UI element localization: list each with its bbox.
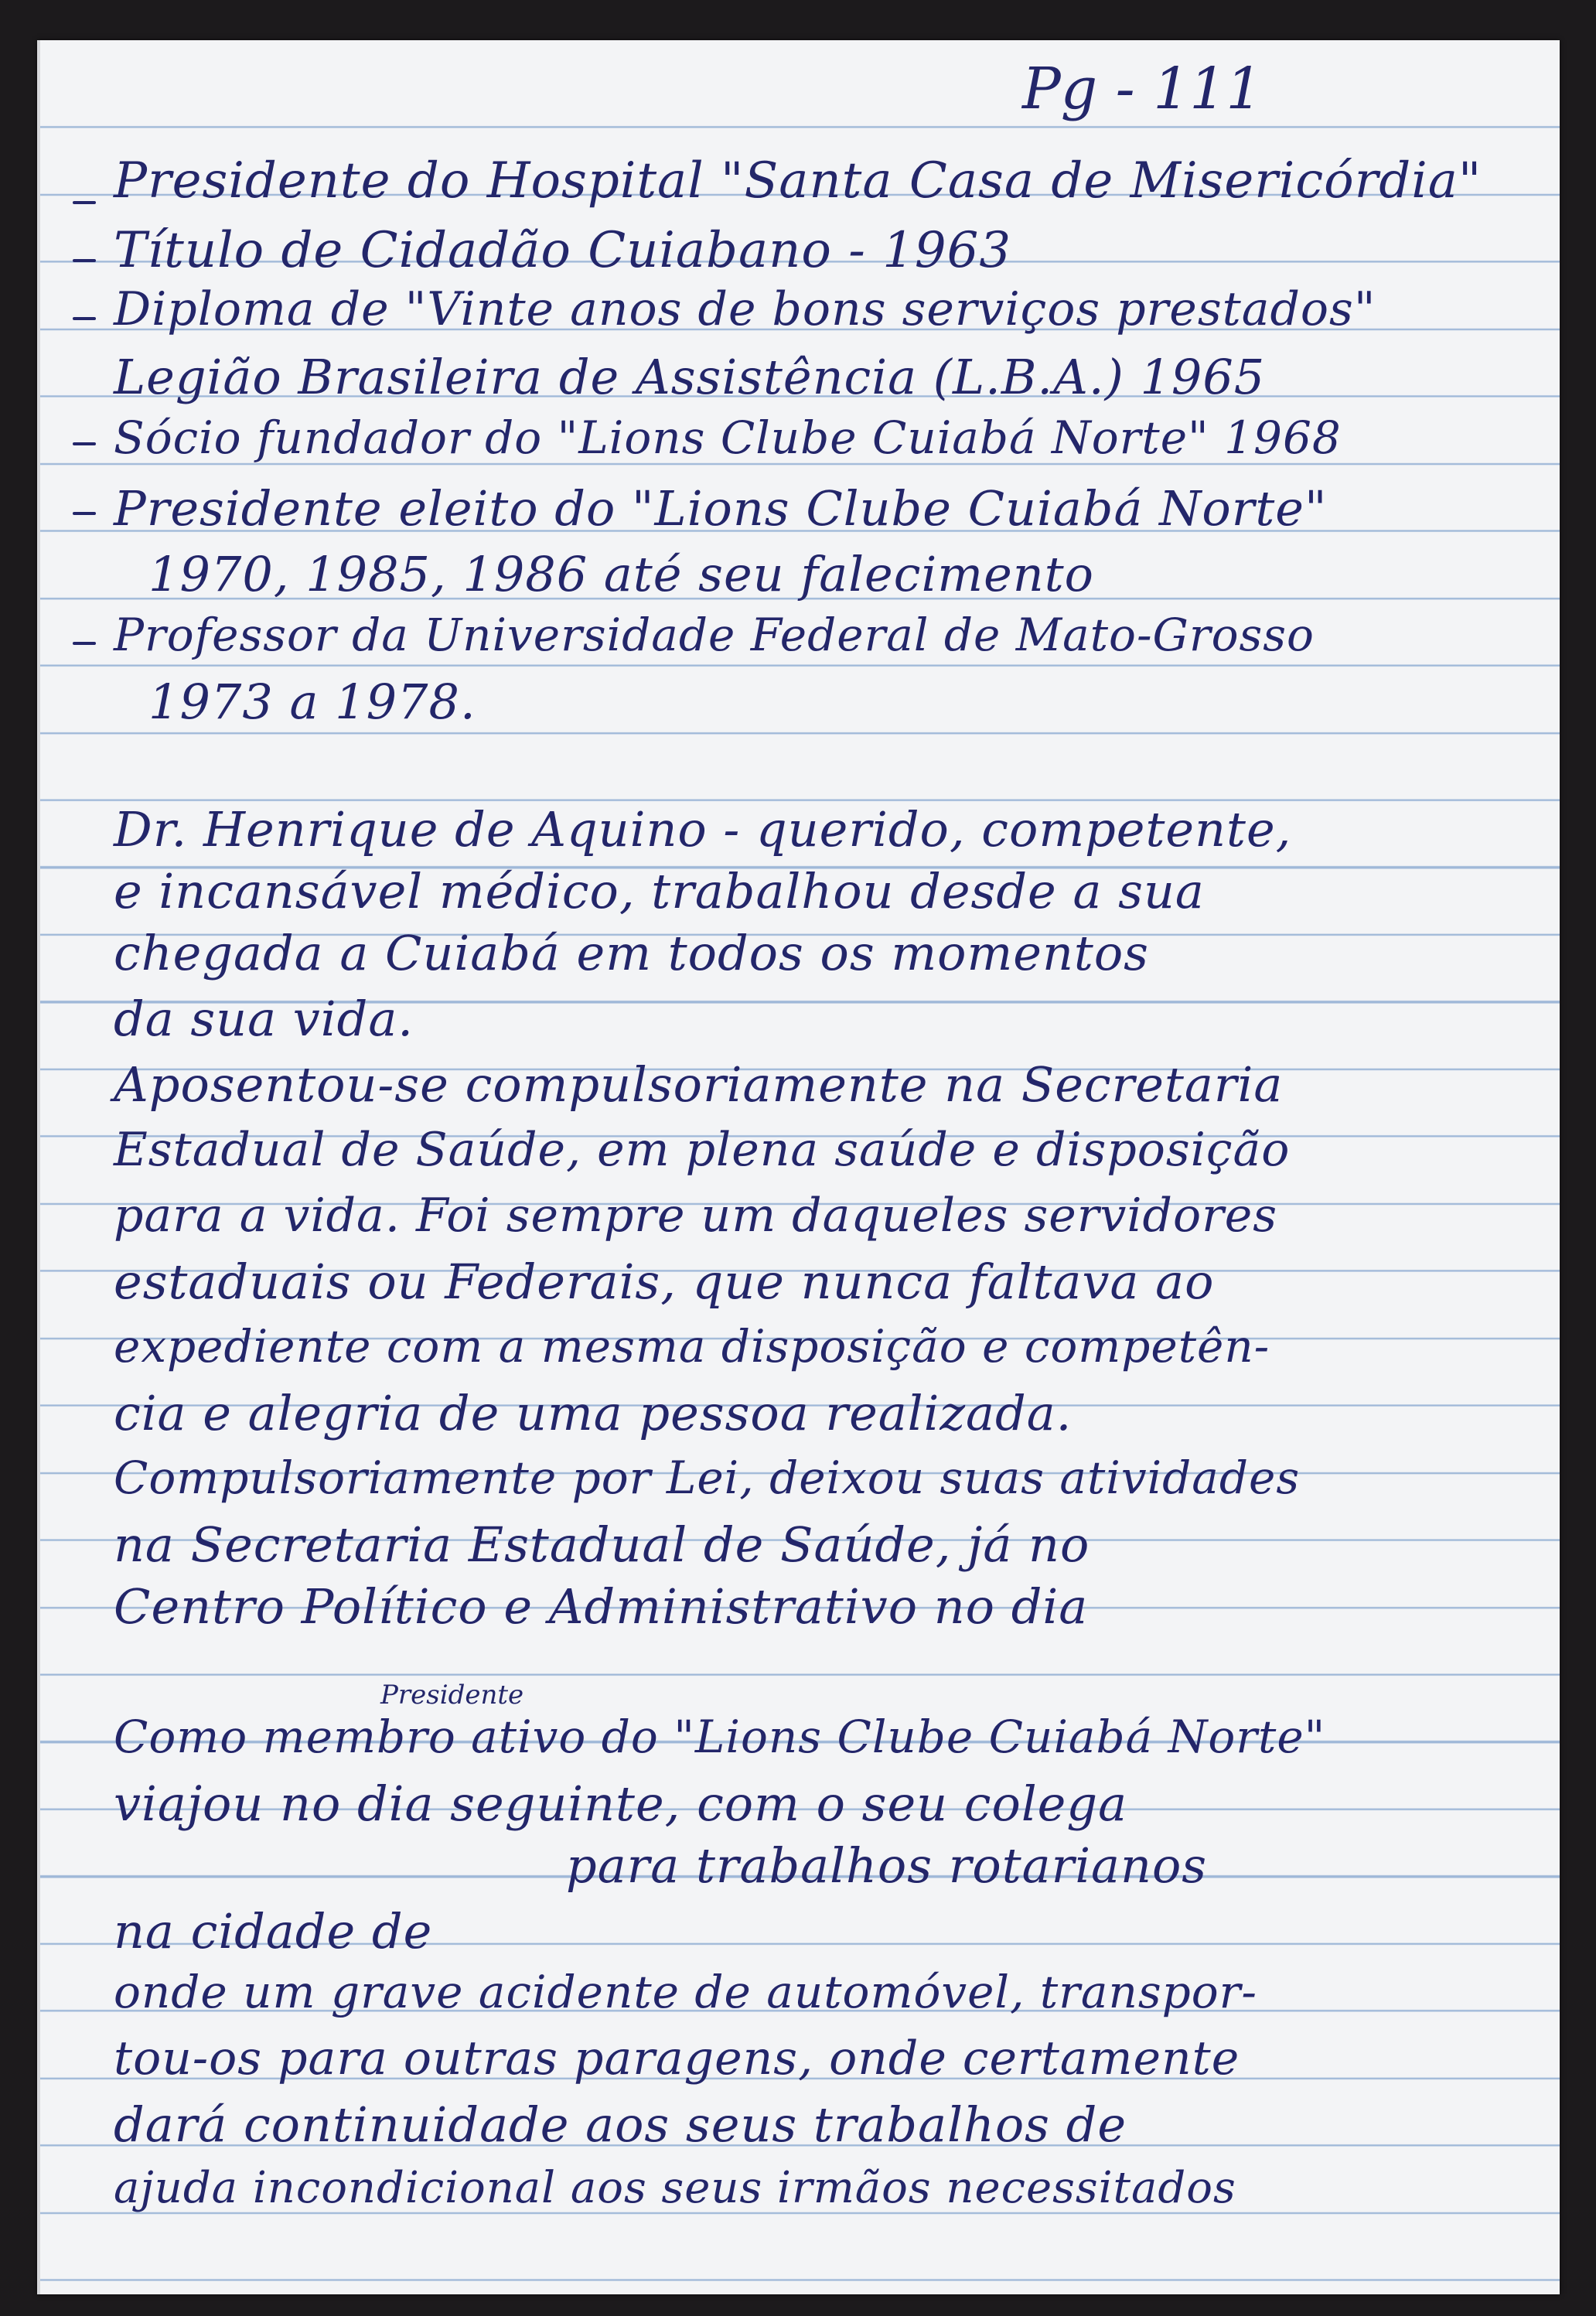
notebook-page xyxy=(37,40,1560,2294)
handwritten-line: Compulsoriamente por Lei, deixou suas atividades xyxy=(114,1451,1301,1504)
handwritten-line: Dr. Henrique de Aquino - querido, competente, xyxy=(114,801,1292,858)
handwritten-line: Aposentou-se compulsoriamente na Secretaria xyxy=(114,1056,1284,1113)
handwritten-line: Estadual de Saúde, em plena saúde e disposição xyxy=(114,1123,1291,1177)
handwritten-line: 1970, 1985, 1986 até seu falecimento xyxy=(148,546,1094,602)
handwritten-line: dará continuidade aos seus trabalhos de xyxy=(114,2096,1127,2153)
handwritten-line: Presidente do Hospital "Santa Casa de Misericórdia" xyxy=(114,152,1482,210)
handwritten-line: e incansável médico, trabalhou desde a sua xyxy=(114,863,1205,919)
handwritten-line: Presidente eleito do "Lions Clube Cuiabá Norte" xyxy=(114,480,1328,537)
handwritten-line: Diploma de "Vinte anos de bons serviços prestados" xyxy=(114,282,1376,336)
list-dash xyxy=(73,317,96,320)
handwritten-line: Legião Brasileira de Assistência (L.B.A.) 1965 xyxy=(114,349,1266,405)
inserted-word: Presidente xyxy=(380,1680,524,1711)
handwritten-line: tou-os para outras paragens, onde certamente xyxy=(114,2031,1240,2086)
list-dash xyxy=(73,442,96,445)
list-dash xyxy=(73,512,96,515)
handwritten-line: na Secretaria Estadual de Saúde, já no xyxy=(114,1516,1090,1573)
handwritten-line: na cidade de xyxy=(114,1903,433,1960)
handwritten-line: da sua vida. xyxy=(114,991,414,1047)
handwritten-line: estaduais ou Federais, que nunca faltava ao xyxy=(114,1254,1215,1310)
handwritten-line: viajou no dia seguinte, com o seu colega xyxy=(114,1775,1128,1832)
handwritten-line: Como membro ativo do "Lions Clube Cuiabá Norte" xyxy=(114,1711,1326,1763)
list-dash xyxy=(73,201,96,204)
handwritten-line: ajuda incondicional aos seus irmãos necessitados xyxy=(114,2163,1236,2213)
list-dash xyxy=(73,259,96,262)
handwritten-line: 1973 a 1978. xyxy=(148,674,476,730)
handwritten-line: Professor da Universidade Federal de Mato-Grosso xyxy=(114,609,1315,661)
handwritten-line: cia e alegria de uma pessoa realizada. xyxy=(114,1385,1073,1441)
handwritten-line: expediente com a mesma disposição e competên- xyxy=(114,1320,1270,1373)
list-dash xyxy=(73,642,96,645)
handwritten-line: onde um grave acidente de automóvel, transpor- xyxy=(114,1966,1257,2018)
page-number: Pg - 111 xyxy=(1022,56,1263,122)
handwritten-line: para trabalhos rotarianos xyxy=(566,1837,1208,1894)
handwritten-line: Centro Político e Administrativo no dia xyxy=(114,1578,1089,1635)
handwritten-line: chegada a Cuiabá em todos os momentos xyxy=(114,925,1149,981)
handwritten-line: Sócio fundador do "Lions Clube Cuiabá Norte" 1968 xyxy=(114,411,1342,464)
handwritten-line: Título de Cidadão Cuiabano - 1963 xyxy=(114,222,1012,279)
handwritten-line: para a vida. Foi sempre um daqueles servidores xyxy=(114,1189,1278,1243)
